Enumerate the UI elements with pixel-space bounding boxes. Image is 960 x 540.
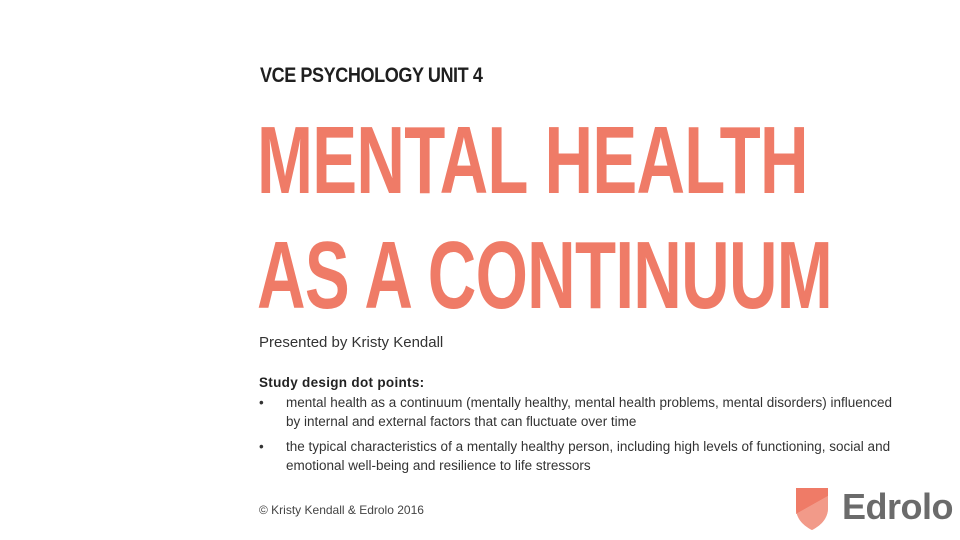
- course-label: VCE PSYCHOLOGY UNIT 4: [260, 64, 483, 87]
- presenter-text: Presented by Kristy Kendall: [259, 334, 444, 351]
- logo-wordmark: Edrolo: [842, 486, 953, 527]
- bullet-icon: •: [259, 439, 264, 454]
- copyright-notice: © Kristy Kendall & Edrolo 2016: [259, 503, 424, 517]
- study-design-heading: Study design dot points:: [259, 375, 425, 390]
- slide-title-line-1: MENTAL HEALTH: [257, 107, 808, 214]
- study-design-point: [259, 437, 899, 475]
- study-design-point-text: mental health as a continuum (mentally healthy, mental health problems, mental disorders) influenced by internal and external factors that can fluctuate over time: [286, 395, 893, 429]
- edrolo-logo: [792, 484, 952, 532]
- study-design-list: [259, 393, 899, 481]
- shield-icon: [792, 484, 832, 532]
- study-design-point: [259, 393, 899, 431]
- study-design-point-text: the typical characteristics of a mentally healthy person, including high levels of functioning, social and emotional well-being and resilience to life stressors: [286, 439, 891, 473]
- bullet-icon: •: [259, 395, 264, 410]
- slide-title-line-2: AS A CONTINUUM: [257, 222, 833, 329]
